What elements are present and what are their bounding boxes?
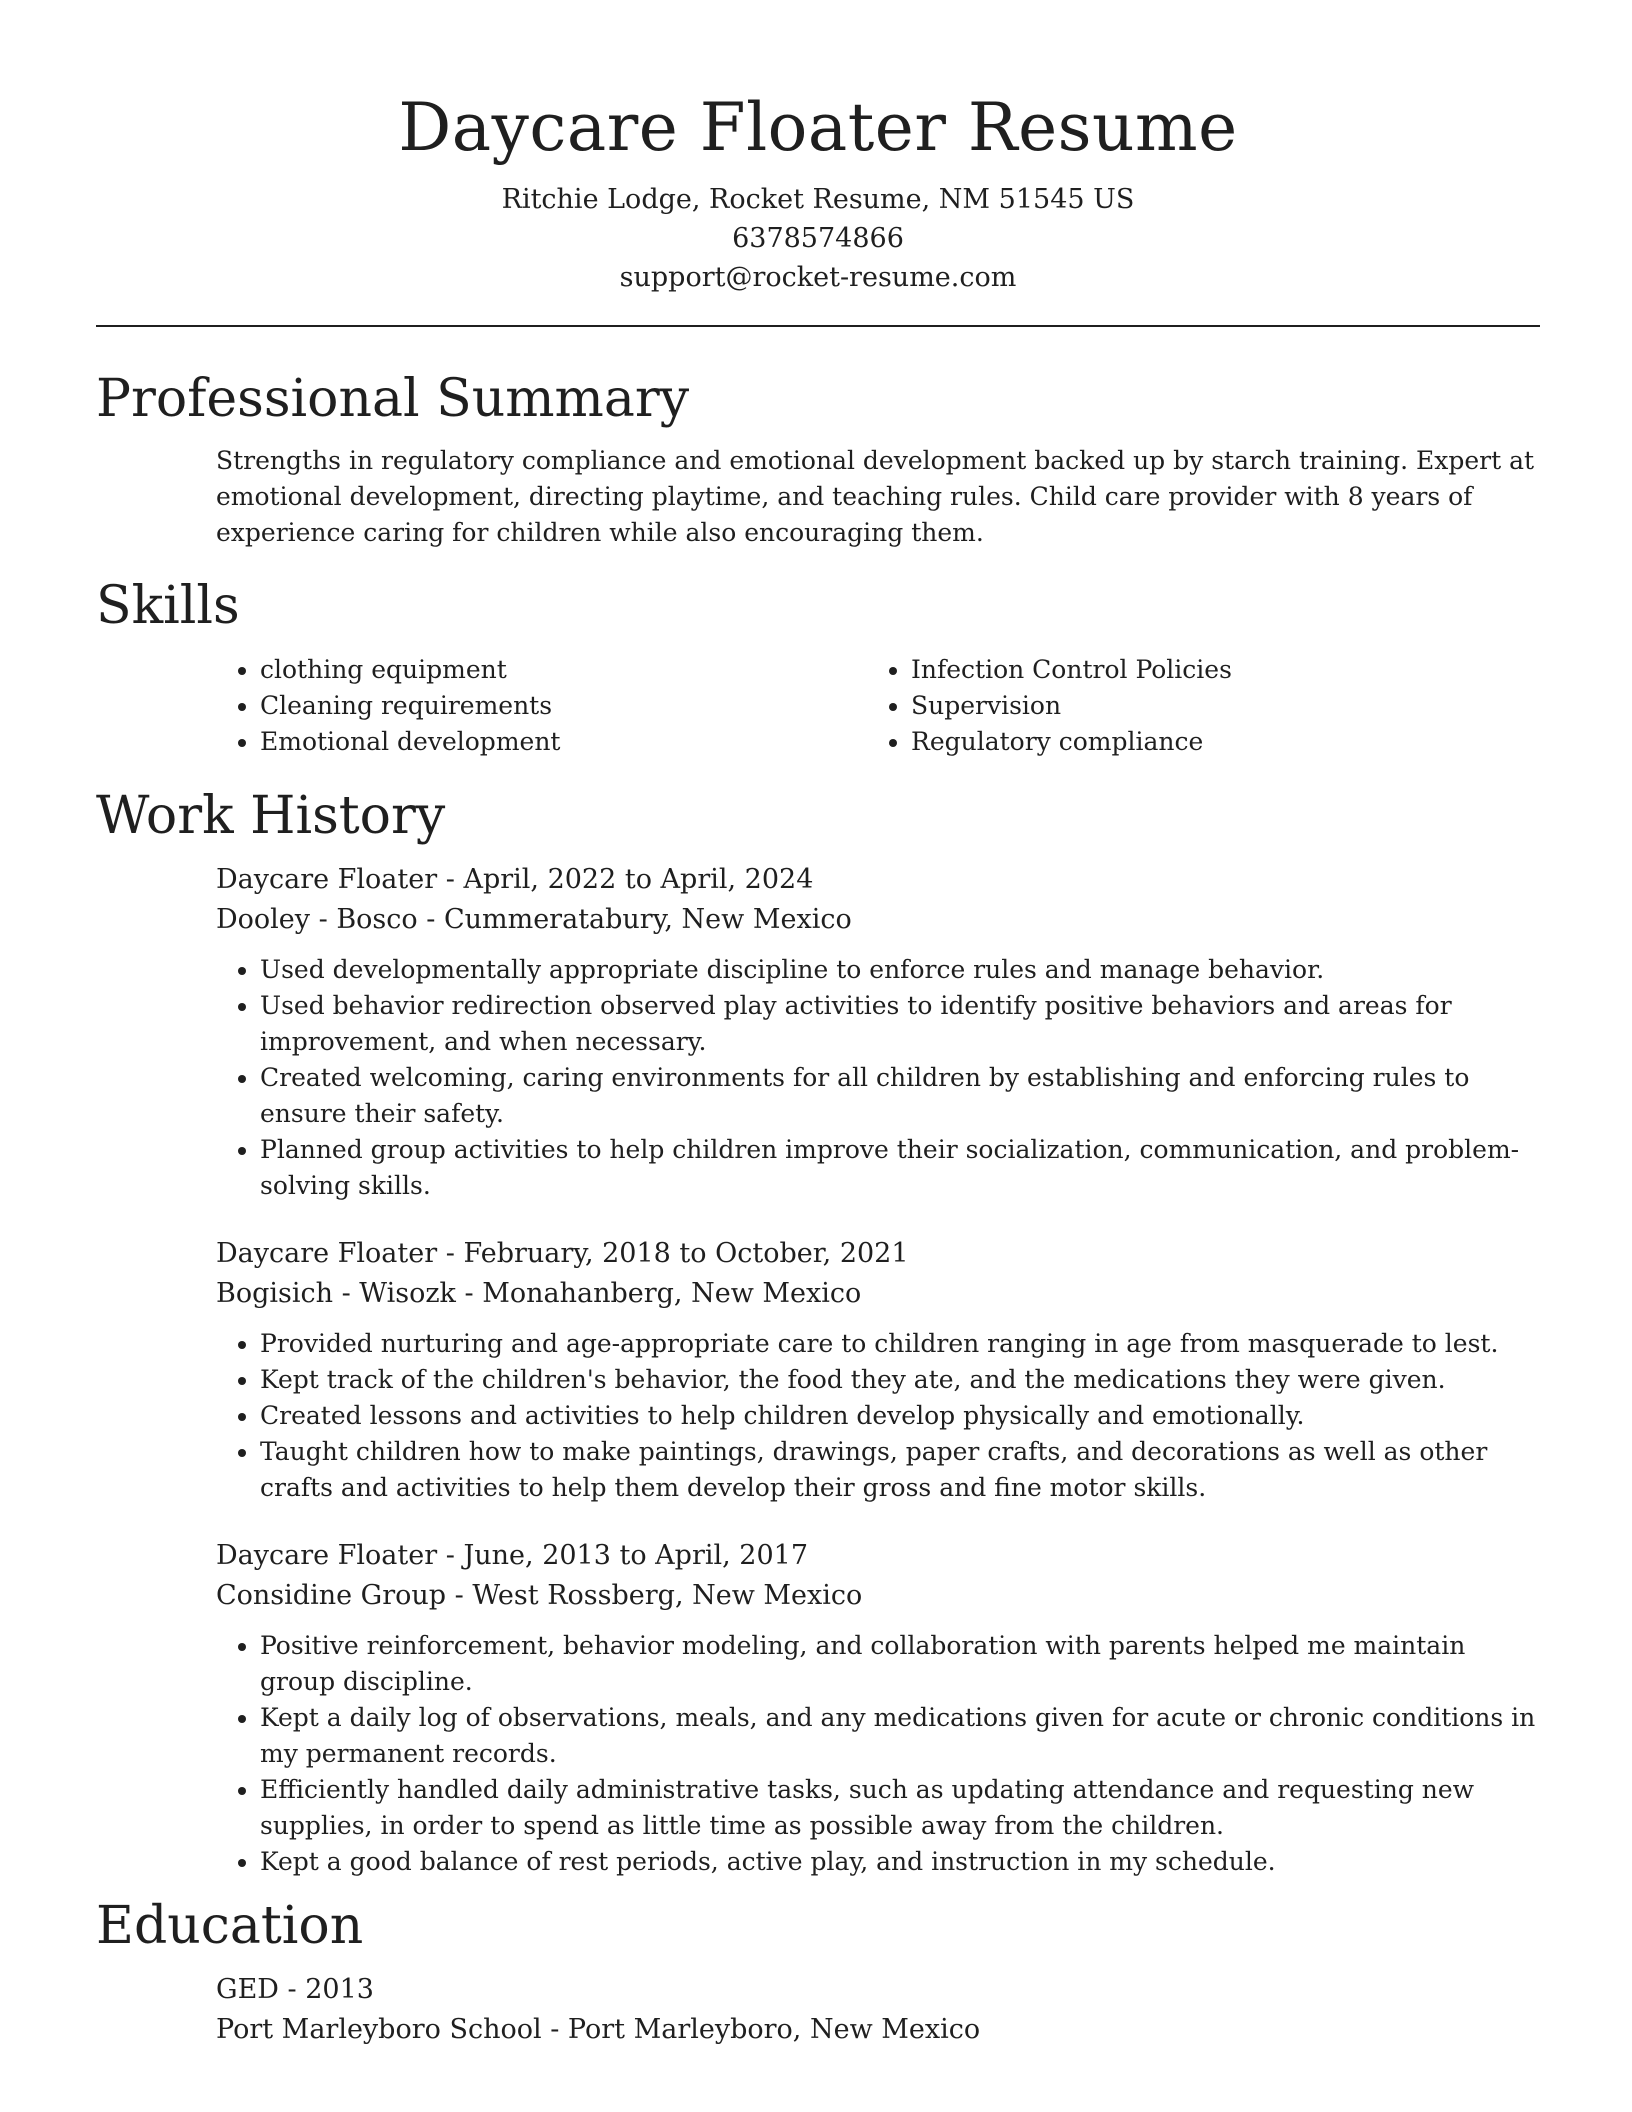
contact-address: Ritchie Lodge, Rocket Resume, NM 51545 US xyxy=(501,184,1135,215)
job-entry xyxy=(216,1536,1540,1880)
section-professional-summary xyxy=(96,369,1540,551)
job-bullet: • Efficiently handled daily administrative tasks, such as updating attendance and requesting new supplies, in order to spend as little time as possible away from the children. xyxy=(260,1772,1540,1844)
job-bullet: • Created welcoming, caring environments for all children by establishing and enforcing rules to ensure their safety. xyxy=(260,1060,1540,1132)
section-heading-summary: Professional Summary xyxy=(96,369,690,429)
header-divider xyxy=(96,325,1540,327)
section-heading-education: Education xyxy=(96,1896,364,1956)
skill-item: • Supervision xyxy=(911,688,1540,724)
job-dates: February, 2018 to October, 2021 xyxy=(463,1238,909,1269)
job-employer-line xyxy=(216,900,1540,940)
job-employer-line xyxy=(216,1274,1540,1314)
education-location: Port Marleyboro, New Mexico xyxy=(567,2014,981,2045)
contact-email: support@rocket-resume.com xyxy=(619,262,1017,293)
separator: - xyxy=(417,904,444,935)
job-location: West Rossberg, New Mexico xyxy=(472,1580,863,1611)
job-title-line xyxy=(216,860,1540,900)
resume-title: Daycare Floater Resume xyxy=(398,89,1238,166)
job-bullet-list xyxy=(216,1326,1540,1506)
job-title-line xyxy=(216,1536,1540,1576)
job-bullet: • Provided nurturing and age-appropriate care to children ranging in age from masquerade to lest. xyxy=(260,1326,1540,1362)
skill-item: • Infection Control Policies xyxy=(911,652,1540,688)
job-bullet: • Created lessons and activities to help children develop physically and emotionally. xyxy=(260,1398,1540,1434)
separator: - xyxy=(437,1540,464,1571)
job-bullet: • Used behavior redirection observed play activities to identify positive behaviors and areas for improvement, and when necessary. xyxy=(260,988,1540,1060)
job-bullet: • Used developmentally appropriate discipline to enforce rules and manage behavior. xyxy=(260,952,1540,988)
separator: - xyxy=(437,864,464,895)
separator: - xyxy=(541,2014,568,2045)
separator: - xyxy=(455,1278,483,1309)
job-employer-line xyxy=(216,1576,1540,1616)
separator: - xyxy=(437,1238,464,1269)
education-year: 2013 xyxy=(305,1974,374,2005)
job-bullet: • Positive reinforcement, behavior modeling, and collaboration with parents helped me maintain group discipline. xyxy=(260,1628,1540,1700)
job-title: Daycare Floater xyxy=(216,1238,438,1269)
resume-page xyxy=(96,0,1540,2050)
job-bullet: • Taught children how to make paintings, drawings, paper crafts, and decorations as well as other crafts and activities to help them develop their gross and fine motor skills. xyxy=(260,1434,1540,1506)
summary-text: Strengths in regulatory compliance and emotional development backed up by starch training. Expert at emotional development, directing playtime, and teaching rules. Child care provider with 8 years of experience caring for children while also encouraging them. xyxy=(216,446,1535,547)
education-school-line xyxy=(216,2010,1540,2050)
job-employer: Considine Group xyxy=(216,1580,447,1611)
education-entry xyxy=(216,1970,1540,2050)
job-entry xyxy=(216,860,1540,1204)
skills-column-left xyxy=(216,652,867,760)
job-title: Daycare Floater xyxy=(216,864,438,895)
job-bullet-list xyxy=(216,952,1540,1204)
job-dates: June, 2013 to April, 2017 xyxy=(463,1540,809,1571)
education-degree: GED xyxy=(216,1974,279,2005)
job-location: Monahanberg, New Mexico xyxy=(482,1278,862,1309)
section-education xyxy=(96,1896,1540,2050)
skill-item: • Cleaning requirements xyxy=(260,688,867,724)
skills-column-right xyxy=(867,652,1540,760)
job-location: Cummeratabury, New Mexico xyxy=(443,904,852,935)
job-title: Daycare Floater xyxy=(216,1540,438,1571)
job-dates: April, 2022 to April, 2024 xyxy=(463,864,814,895)
education-degree-line xyxy=(216,1970,1540,2010)
job-bullet-list xyxy=(216,1628,1540,1880)
job-title-line xyxy=(216,1234,1540,1274)
job-employer: Dooley - Bosco xyxy=(216,904,418,935)
section-skills xyxy=(96,576,1540,760)
job-entry xyxy=(216,1234,1540,1506)
education-school: Port Marleyboro School xyxy=(216,2014,542,2045)
skill-item: • clothing equipment xyxy=(260,652,867,688)
job-bullet: • Planned group activities to help children improve their socialization, communication, and problem-solving skills. xyxy=(260,1132,1540,1204)
contact-phone: 6378574866 xyxy=(732,223,904,254)
section-heading-skills: Skills xyxy=(96,576,240,636)
job-employer: Bogisich - Wisozk xyxy=(216,1278,456,1309)
section-heading-work: Work History xyxy=(96,786,446,846)
separator: - xyxy=(278,1974,306,2005)
separator: - xyxy=(446,1580,473,1611)
job-bullet: • Kept a daily log of observations, meals, and any medications given for acute or chronic conditions in my permanent records. xyxy=(260,1700,1540,1772)
section-work-history xyxy=(96,786,1540,1880)
skill-item: • Emotional development xyxy=(260,724,867,760)
skill-item: • Regulatory compliance xyxy=(911,724,1540,760)
contact-block xyxy=(96,180,1540,297)
job-bullet: • Kept track of the children's behavior, the food they ate, and the medications they were given. xyxy=(260,1362,1540,1398)
job-bullet: • Kept a good balance of rest periods, active play, and instruction in my schedule. xyxy=(260,1844,1540,1880)
skills-grid xyxy=(216,652,1540,760)
